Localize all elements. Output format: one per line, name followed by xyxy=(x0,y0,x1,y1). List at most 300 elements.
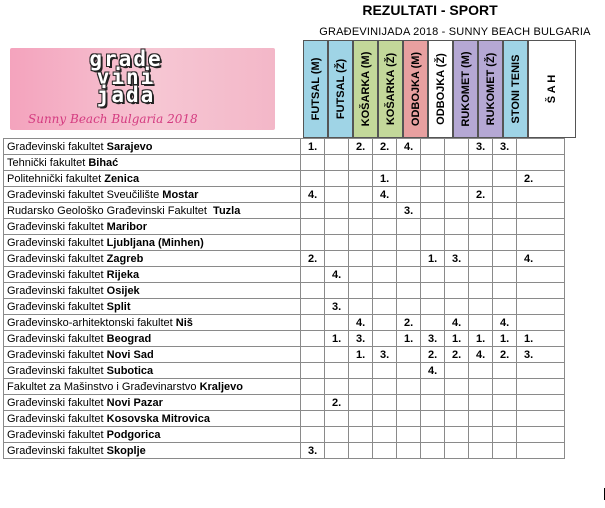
column-header-label: KOŠARKA (M) xyxy=(359,51,372,127)
result-cell xyxy=(445,411,469,427)
table-row xyxy=(4,347,565,363)
result-cell xyxy=(397,411,421,427)
logo-script-text: Sunny Beach Bulgaria 2018 xyxy=(28,112,198,126)
faculty-name xyxy=(4,251,301,267)
result-cell xyxy=(301,331,325,347)
result-cell xyxy=(373,363,397,379)
result-cell xyxy=(373,203,397,219)
result-cell xyxy=(493,299,517,315)
result-cell xyxy=(373,155,397,171)
result-cell xyxy=(349,283,373,299)
result-cell xyxy=(325,315,349,331)
result-cell xyxy=(397,155,421,171)
table-row xyxy=(4,235,565,251)
result-cell xyxy=(493,187,517,203)
result-cell xyxy=(421,171,445,187)
table-row xyxy=(4,299,565,315)
column-header xyxy=(503,40,528,138)
result-cell xyxy=(493,219,517,235)
faculty-prefix: Građevinsko-arhitektonski fakultet xyxy=(7,316,176,329)
faculty-name xyxy=(4,139,301,155)
result-cell xyxy=(301,283,325,299)
result-cell xyxy=(349,155,373,171)
faculty-city: Zagreb xyxy=(106,252,144,265)
result-cell xyxy=(397,219,421,235)
column-header xyxy=(328,40,353,138)
result-cell xyxy=(301,427,325,443)
result-cell xyxy=(421,155,445,171)
result-cell xyxy=(445,139,469,155)
result-cell xyxy=(397,283,421,299)
faculty-name xyxy=(4,315,301,331)
column-header-label: ODBOJKA (M) xyxy=(409,51,422,127)
result-cell xyxy=(445,219,469,235)
faculty-prefix: Rudarsko Geološko Građevinski Fakultet xyxy=(7,204,214,217)
result-cell xyxy=(349,219,373,235)
result-cell: 1. xyxy=(397,331,421,347)
page-title: REZULTATI - SPORT xyxy=(362,2,498,18)
faculty-prefix: Građevinski fakultet xyxy=(7,236,107,249)
result-cell xyxy=(301,363,325,379)
column-header xyxy=(403,40,428,138)
column-header-label: Š A H xyxy=(546,74,558,104)
result-cell xyxy=(397,171,421,187)
result-cell: 2. xyxy=(469,187,493,203)
faculty-prefix: Fakultet za Mašinstvo i Građevinarstvo xyxy=(7,380,200,393)
table-row xyxy=(4,379,565,395)
result-cell xyxy=(325,347,349,363)
result-cell xyxy=(373,379,397,395)
result-cell xyxy=(301,155,325,171)
result-cell xyxy=(469,379,493,395)
column-header-label: STONI TENIS xyxy=(509,54,522,124)
result-cell xyxy=(469,219,493,235)
result-cell xyxy=(469,443,493,459)
faculty-prefix: Građevinski fakultet xyxy=(7,332,107,345)
result-cell: 4. xyxy=(301,187,325,203)
faculty-city: Tuzla xyxy=(213,204,241,217)
result-cell xyxy=(349,299,373,315)
result-cell xyxy=(445,379,469,395)
result-cell xyxy=(493,203,517,219)
result-cell xyxy=(517,379,565,395)
logo-wordmark: grade vini jada xyxy=(89,48,163,107)
faculty-name xyxy=(4,395,301,411)
result-cell xyxy=(469,363,493,379)
result-cell xyxy=(445,363,469,379)
result-cell xyxy=(469,395,493,411)
faculty-prefix: Građevinski fakultet xyxy=(7,444,107,457)
result-cell xyxy=(493,427,517,443)
result-cell xyxy=(301,347,325,363)
faculty-name xyxy=(4,155,301,171)
result-cell xyxy=(469,251,493,267)
result-cell xyxy=(445,155,469,171)
result-cell xyxy=(445,427,469,443)
result-cell xyxy=(517,203,565,219)
result-cell xyxy=(301,219,325,235)
faculty-city: Skoplje xyxy=(106,444,146,457)
result-cell: 2. xyxy=(517,171,565,187)
result-cell xyxy=(373,251,397,267)
result-cell xyxy=(397,363,421,379)
result-cell xyxy=(373,411,397,427)
faculty-name xyxy=(4,219,301,235)
result-cell xyxy=(517,155,565,171)
results-table xyxy=(3,138,565,459)
result-cell: 3. xyxy=(493,139,517,155)
result-cell xyxy=(421,187,445,203)
faculty-name xyxy=(4,363,301,379)
result-cell xyxy=(517,267,565,283)
result-cell xyxy=(517,363,565,379)
result-cell xyxy=(445,267,469,283)
result-cell xyxy=(349,395,373,411)
result-cell xyxy=(397,235,421,251)
faculty-name xyxy=(4,331,301,347)
result-cell xyxy=(373,299,397,315)
result-cell xyxy=(421,283,445,299)
result-cell: 3. xyxy=(469,139,493,155)
result-cell xyxy=(493,379,517,395)
column-header xyxy=(453,40,478,138)
result-cell xyxy=(493,251,517,267)
result-cell xyxy=(397,443,421,459)
faculty-name xyxy=(4,427,301,443)
faculty-prefix: Građevinski fakultet xyxy=(7,412,107,425)
result-cell xyxy=(421,203,445,219)
result-cell xyxy=(301,267,325,283)
result-cell xyxy=(445,203,469,219)
faculty-city: Podgorica xyxy=(106,428,161,441)
column-header xyxy=(353,40,378,138)
result-cell xyxy=(445,171,469,187)
faculty-city: Mostar xyxy=(162,188,199,201)
result-cell: 2. xyxy=(421,347,445,363)
faculty-city: Niš xyxy=(175,316,193,329)
faculty-name xyxy=(4,283,301,299)
faculty-name xyxy=(4,203,301,219)
result-cell xyxy=(517,139,565,155)
faculty-city: Kraljevo xyxy=(199,380,243,393)
result-cell: 1. xyxy=(373,171,397,187)
faculty-prefix: Građevinski fakultet xyxy=(7,364,107,377)
result-cell: 4. xyxy=(325,267,349,283)
result-cell xyxy=(421,443,445,459)
result-cell xyxy=(493,155,517,171)
faculty-prefix: Građevinski fakultet xyxy=(7,220,107,233)
result-cell xyxy=(517,235,565,251)
faculty-prefix: Građevinski fakultet xyxy=(7,300,107,313)
result-cell: 4. xyxy=(373,187,397,203)
faculty-prefix: Politehnički fakultet xyxy=(7,172,105,185)
column-header-label: FUTSAL (M) xyxy=(309,57,322,121)
faculty-city: Sarajevo xyxy=(106,140,153,153)
result-cell: 4. xyxy=(517,251,565,267)
result-cell xyxy=(421,267,445,283)
result-cell xyxy=(397,299,421,315)
result-cell: 3. xyxy=(349,331,373,347)
result-cell xyxy=(469,267,493,283)
result-cell xyxy=(397,251,421,267)
faculty-city: Zenica xyxy=(104,172,140,185)
table-row xyxy=(4,187,565,203)
result-cell xyxy=(325,219,349,235)
faculty-name xyxy=(4,235,301,251)
result-cell xyxy=(517,443,565,459)
table-row xyxy=(4,283,565,299)
result-cell: 2. xyxy=(445,347,469,363)
result-cell xyxy=(493,171,517,187)
faculty-prefix: Tehnički fakultet xyxy=(7,156,89,169)
faculty-prefix: Građevinski fakultet Sveučilište xyxy=(7,188,163,201)
result-cell xyxy=(397,267,421,283)
result-cell xyxy=(301,395,325,411)
result-cell: 4. xyxy=(469,347,493,363)
result-cell: 3. xyxy=(397,203,421,219)
faculty-prefix: Građevinski fakultet xyxy=(7,348,107,361)
result-cell: 3. xyxy=(301,443,325,459)
faculty-name xyxy=(4,379,301,395)
result-cell xyxy=(373,395,397,411)
column-header-label: ODBOJKA (Ž) xyxy=(434,53,447,125)
faculty-prefix: Građevinski fakultet xyxy=(7,252,107,265)
result-cell xyxy=(397,427,421,443)
result-cell xyxy=(517,411,565,427)
result-cell xyxy=(373,267,397,283)
result-cell xyxy=(469,203,493,219)
result-cell xyxy=(349,251,373,267)
result-cell xyxy=(349,267,373,283)
result-cell xyxy=(445,235,469,251)
faculty-name xyxy=(4,187,301,203)
result-cell: 1. xyxy=(493,331,517,347)
result-cell xyxy=(301,171,325,187)
result-cell: 2. xyxy=(301,251,325,267)
result-cell xyxy=(445,299,469,315)
result-cell xyxy=(469,315,493,331)
result-cell xyxy=(517,299,565,315)
result-cell xyxy=(325,203,349,219)
table-row xyxy=(4,155,565,171)
column-header xyxy=(528,40,576,138)
table-row xyxy=(4,395,565,411)
faculty-city: Maribor xyxy=(106,220,147,233)
faculty-prefix: Građevinski fakultet xyxy=(7,428,107,441)
result-cell xyxy=(469,283,493,299)
table-row xyxy=(4,315,565,331)
result-cell xyxy=(397,187,421,203)
result-cell xyxy=(325,155,349,171)
result-cell: 4. xyxy=(421,363,445,379)
result-cell xyxy=(373,219,397,235)
result-cell xyxy=(349,443,373,459)
result-cell xyxy=(325,235,349,251)
result-cell: 1. xyxy=(445,331,469,347)
table-row xyxy=(4,411,565,427)
result-cell xyxy=(325,139,349,155)
column-header xyxy=(378,40,403,138)
result-cell xyxy=(373,235,397,251)
result-cell xyxy=(493,363,517,379)
result-cell xyxy=(349,363,373,379)
result-cell xyxy=(469,171,493,187)
result-cell xyxy=(493,283,517,299)
faculty-city: Novi Sad xyxy=(106,348,154,361)
result-cell xyxy=(517,219,565,235)
result-cell xyxy=(493,235,517,251)
result-cell xyxy=(421,139,445,155)
result-cell: 2. xyxy=(493,347,517,363)
result-cell xyxy=(325,171,349,187)
result-cell xyxy=(517,315,565,331)
result-cell xyxy=(301,411,325,427)
table-row xyxy=(4,427,565,443)
column-header xyxy=(303,40,328,138)
result-cell xyxy=(421,315,445,331)
result-cell xyxy=(349,379,373,395)
result-cell xyxy=(397,379,421,395)
result-cell xyxy=(421,427,445,443)
result-cell xyxy=(301,203,325,219)
result-cell: 3. xyxy=(325,299,349,315)
result-cell xyxy=(349,203,373,219)
faculty-city: Rijeka xyxy=(106,268,140,281)
table-row xyxy=(4,267,565,283)
table-row xyxy=(4,203,565,219)
faculty-city: Ljubljana (Minhen) xyxy=(106,236,204,249)
result-cell: 4. xyxy=(445,315,469,331)
result-cell xyxy=(445,395,469,411)
table-row xyxy=(4,171,565,187)
faculty-name xyxy=(4,347,301,363)
result-cell: 3. xyxy=(373,347,397,363)
result-cell: 4. xyxy=(493,315,517,331)
faculty-city: Osijek xyxy=(106,284,140,297)
result-cell xyxy=(349,171,373,187)
faculty-name xyxy=(4,411,301,427)
result-cell xyxy=(397,395,421,411)
result-cell xyxy=(325,427,349,443)
table-row xyxy=(4,219,565,235)
result-cell xyxy=(421,235,445,251)
result-cell: 1. xyxy=(517,331,565,347)
result-cell xyxy=(421,299,445,315)
result-cell xyxy=(493,267,517,283)
result-cell xyxy=(421,411,445,427)
faculty-city: Kosovska Mitrovica xyxy=(106,412,210,425)
result-cell: 1. xyxy=(469,331,493,347)
result-cell xyxy=(469,427,493,443)
result-cell xyxy=(445,443,469,459)
result-cell: 1. xyxy=(301,139,325,155)
result-cell xyxy=(325,187,349,203)
result-cell xyxy=(325,411,349,427)
faculty-prefix: Građevinski fakultet xyxy=(7,140,107,153)
result-cell xyxy=(373,443,397,459)
result-cell xyxy=(517,283,565,299)
result-cell xyxy=(421,379,445,395)
faculty-prefix: Građevinski fakultet xyxy=(7,268,107,281)
result-cell xyxy=(517,427,565,443)
result-cell xyxy=(469,235,493,251)
result-cell: 2. xyxy=(325,395,349,411)
result-cell: 4. xyxy=(349,315,373,331)
result-cell xyxy=(469,299,493,315)
result-cell xyxy=(325,251,349,267)
result-cell xyxy=(469,411,493,427)
result-cell xyxy=(445,187,469,203)
result-cell xyxy=(349,427,373,443)
result-cell xyxy=(517,395,565,411)
table-row xyxy=(4,443,565,459)
result-cell xyxy=(421,219,445,235)
faculty-city: Bihać xyxy=(88,156,119,169)
result-cell: 3. xyxy=(517,347,565,363)
result-cell xyxy=(373,283,397,299)
faculty-city: Split xyxy=(106,300,131,313)
result-cell xyxy=(349,187,373,203)
result-cell: 3. xyxy=(445,251,469,267)
result-cell: 1. xyxy=(421,251,445,267)
column-header-label: RUKOMET (M) xyxy=(459,51,472,127)
result-cell xyxy=(493,411,517,427)
result-cell xyxy=(349,411,373,427)
result-cell: 3. xyxy=(421,331,445,347)
faculty-name xyxy=(4,171,301,187)
faculty-city: Subotica xyxy=(106,364,154,377)
result-cell: 2. xyxy=(397,315,421,331)
result-cell: 1. xyxy=(325,331,349,347)
result-cell: 4. xyxy=(397,139,421,155)
result-cell xyxy=(373,315,397,331)
result-cell: 1. xyxy=(349,347,373,363)
result-cell xyxy=(301,379,325,395)
result-cell xyxy=(517,187,565,203)
result-cell xyxy=(325,443,349,459)
faculty-name xyxy=(4,299,301,315)
result-cell xyxy=(325,283,349,299)
result-cell xyxy=(325,363,349,379)
result-cell xyxy=(301,315,325,331)
result-cell xyxy=(397,347,421,363)
faculty-prefix: Građevinski fakultet xyxy=(7,284,107,297)
table-row xyxy=(4,363,565,379)
result-cell xyxy=(469,155,493,171)
result-cell xyxy=(493,443,517,459)
faculty-name xyxy=(4,267,301,283)
faculty-name xyxy=(4,443,301,459)
table-row xyxy=(4,331,565,347)
faculty-city: Novi Pazar xyxy=(106,396,163,409)
result-cell xyxy=(349,235,373,251)
column-header-label: RUKOMET (Ž) xyxy=(484,52,497,126)
column-header xyxy=(478,40,503,138)
result-cell: 2. xyxy=(373,139,397,155)
table-row xyxy=(4,251,565,267)
faculty-city: Beograd xyxy=(106,332,152,345)
column-header xyxy=(428,40,453,138)
result-cell xyxy=(301,299,325,315)
column-header-label: KOŠARKA (Ž) xyxy=(384,52,397,126)
gradevinijada-logo xyxy=(10,48,275,130)
result-cell xyxy=(445,283,469,299)
column-header-label: FUTSAL (Ž) xyxy=(334,58,347,120)
table-row xyxy=(4,139,565,155)
result-cell xyxy=(325,379,349,395)
page-subtitle: GRAĐEVINIJADA 2018 - SUNNY BEACH BULGARIA xyxy=(319,26,591,38)
result-cell xyxy=(301,235,325,251)
